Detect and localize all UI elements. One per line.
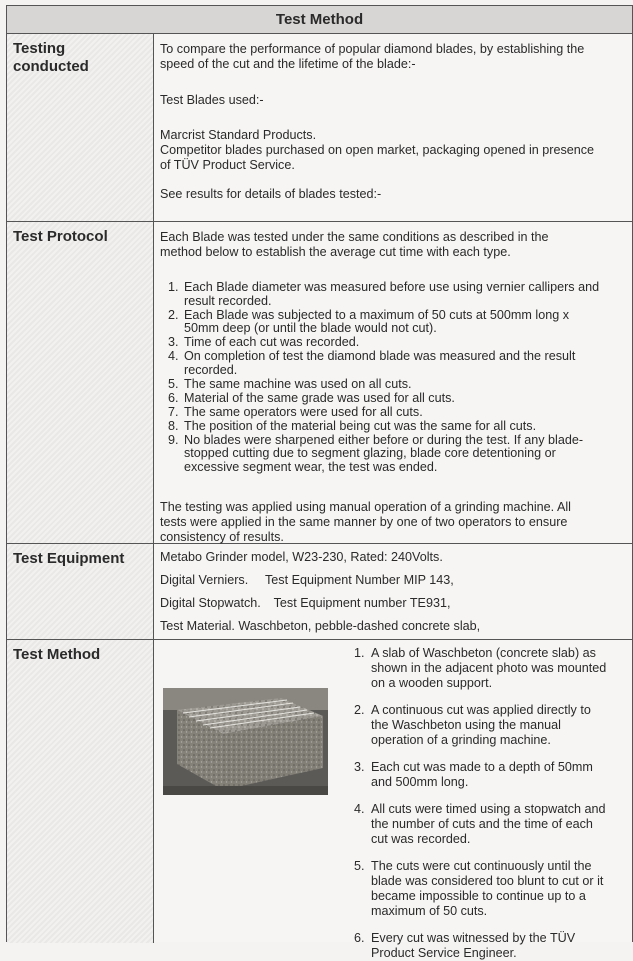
list-text: operation of a grinding machine. [371,733,551,747]
list-text: No blades were sharpened either before or during the test. If any blade- [184,432,584,447]
list-number: 9. [168,432,179,447]
text-line: Metabo Grinder model, W23-230, Rated: 240Volts. [160,550,443,564]
text-line: of TÜV Product Service. [160,158,295,172]
text-line: To compare the performance of popular diamond blades, by establishing the [160,42,585,56]
list-text: Each cut was made to a depth of 50mm [371,760,593,774]
list-text: 50mm deep (or until the blade would not cut). [184,321,437,335]
list-text: excessive segment wear, the test was ended. [184,459,438,474]
list-number: 3. [354,760,365,774]
text-line: consistency of results. [160,530,284,544]
list-number: 5. [168,376,179,391]
list-text: All cuts were timed using a stopwatch and [371,802,606,816]
concrete-slab-photo [163,688,328,795]
list-number: 6. [168,390,179,405]
label-test-equipment: Test Equipment [7,544,154,639]
row-test-protocol [7,222,632,544]
list-text: Material of the same grade was used for all cuts. [184,390,455,405]
label-testing-conducted [7,34,154,221]
text-line: The testing was applied using manual operation of a grinding machine. All [160,500,571,514]
list-number: 2. [168,307,179,322]
list-text: and 500mm long. [371,775,469,789]
document-page [6,5,633,960]
list-text: A slab of Waschbeton (concrete slab) as [371,646,596,660]
list-text: on a wooden support. [371,676,493,690]
list-number: 5. [354,859,365,873]
text-line: Each Blade was tested under the same conditions as described in the [160,230,549,244]
list-text: The cuts were cut continuously until the [371,859,592,873]
list-number: 2. [354,703,365,717]
list-text: Each Blade was subjected to a maximum of 50 cuts at 500mm long x [184,307,570,322]
list-text: the Waschbeton using the manual [371,718,561,732]
list-text: recorded. [184,362,238,377]
list-text: The position of the material being cut was the same for all cuts. [184,418,537,433]
label-line: conducted [13,58,89,75]
text-line: tests were applied in the same manner by one of two operators to ensure [160,515,568,529]
text-line: speed of the cut and the lifetime of the blade:- [160,57,416,71]
list-text: maximum of 50 cuts. [371,904,488,918]
equipment-item: Digital Verniers. [160,573,249,587]
list-text: Product Service Engineer. [371,946,517,960]
text-line [160,573,454,588]
list-text: A continuous cut was applied directly to [371,703,591,717]
list-number: 1. [354,646,365,660]
list-number: 3. [168,335,179,349]
text-line: Marcrist Standard Products. [160,128,317,142]
list-text: The same operators were used for all cuts. [184,404,423,419]
equipment-number: Test Equipment number TE931, [273,596,451,610]
row-testing-conducted [7,34,632,222]
list-number: 8. [168,418,179,433]
list-text: The same machine was used on all cuts. [184,376,412,391]
list-text: stopped cutting due to segment glazing, blade core detentioning or [184,446,556,460]
list-text: became impossible to continue up to a [371,889,586,903]
label-test-protocol: Test Protocol [7,222,154,543]
list-text: blade was considered too blunt to cut or it [371,874,604,888]
text-line: Competitor blades purchased on open market, packaging opened in presence [160,143,595,157]
list-number: 4. [168,349,179,363]
equipment-number: Test Equipment Number MIP 143, [264,573,454,587]
label-test-method: Test Method [7,640,154,943]
list-number: 4. [354,802,365,816]
list-text: the number of cuts and the time of each [371,817,593,831]
list-number: 7. [168,404,179,419]
list-text: shown in the adjacent photo was mounted [371,661,607,675]
label-line: Testing [13,40,66,57]
row-test-method [7,640,632,960]
text-line: Test Material. Waschbeton, pebble-dashed concrete slab, [160,619,481,633]
text-line: method below to establish the average cut time with each type. [160,245,511,259]
table-title: Test Method [7,6,632,34]
list-number: 1. [168,280,179,294]
list-text: cut was recorded. [371,832,471,846]
list-number: 6. [354,931,365,945]
text-line: See results for details of blades tested:- [160,187,382,201]
list-text: Time of each cut was recorded. [184,335,360,349]
row-test-equipment [7,544,632,640]
concrete-slab-image [163,688,328,795]
text-line [160,596,450,611]
list-text: result recorded. [184,293,272,308]
equipment-item: Digital Stopwatch. [160,596,261,610]
list-text: Each Blade diameter was measured before use using vernier callipers and [184,280,600,294]
list-text: Every cut was witnessed by the TÜV [371,931,576,945]
text-line: Test Blades used:- [160,93,264,107]
list-text: On completion of test the diamond blade was measured and the result [184,349,576,363]
